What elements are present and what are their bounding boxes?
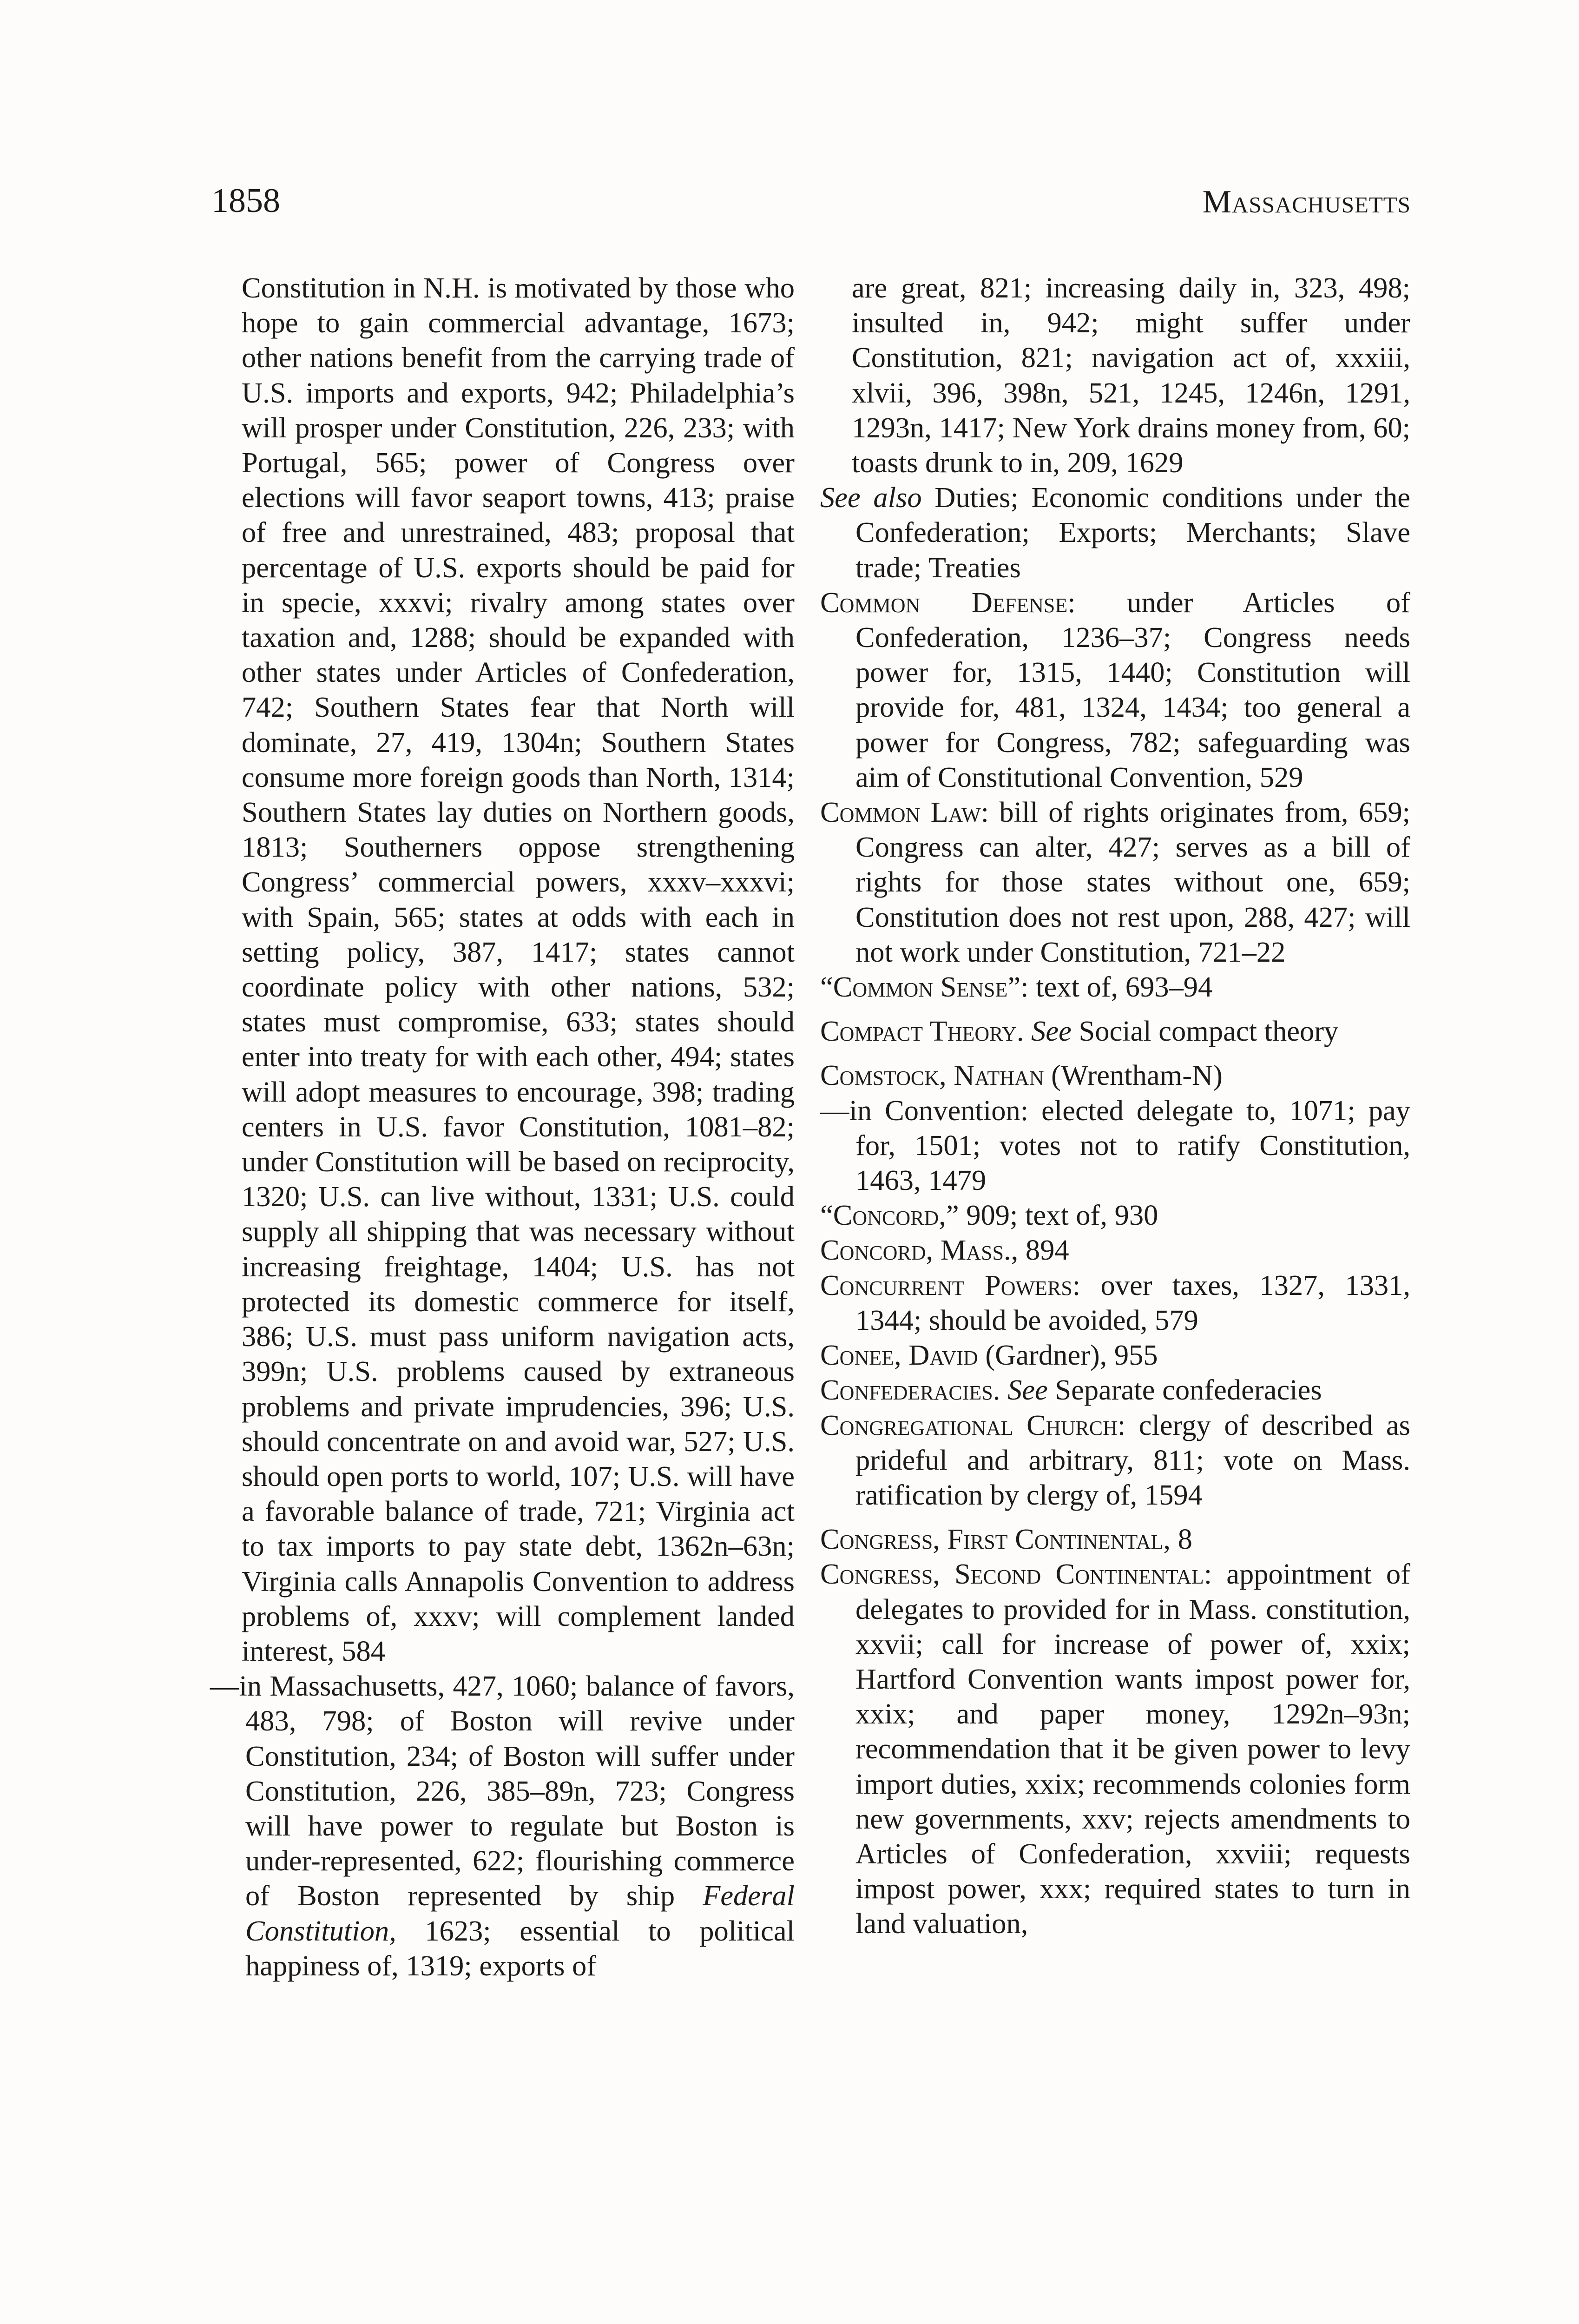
entry-heading: Congregational Church:: [820, 1408, 1126, 1441]
index-entry: [820, 970, 1410, 1004]
entry-heading: Comstock, Nathan: [820, 1059, 1044, 1092]
running-head: Massachusetts: [1202, 184, 1411, 220]
commerce-continuation: Constitution in N.H. is motivated by those who hope to gain commercial advantage, 1673; other nations benefit from the carrying trade of U.S. imports and exports, 942; Philadelphia’s will prosper under Constitution, 226, 233; with Portugal, 565; power of Congress over elections will favor seaport towns, 413; praise of free and unrestrained, 483; proposal that percentage of U.S. exports should be paid for in specie, xxxvi; rivalry among states over taxation and, 1288; should be expanded with other states under Articles of Confederation, 742; Southern States fear that North will dominate, 27, 419, 1304n; Southern States consume more foreign goods than North, 1314; Southern States lay duties on Northern goods, 1813; Southerners oppose strengthening Congress’ commercial powers, xxxv–xxxvi; with Spain, 565; states at odds with each in setting policy, 387, 1417; states cannot coordinate policy with other nations, 532; states must compromise, 633; states should enter into treaty for with each other, 494; states will adopt measures to encourage, 398; trading centers in U.S. favor Constitution, 1081–82; under Constitution will be based on reciprocity, 1320; U.S. can live without, 1331; U.S. could supply all shipping that was necessary without increasing freightage, 1404; U.S. has not protected its domestic commerce for itself, 386; U.S. must pass uniform navigation acts, 399n; U.S. problems caused by extraneous problems and private imprudencies, 396; U.S. should concentrate on and avoid war, 527; U.S. should open ports to world, 107; U.S. will have a favorable balance of trade, 721; Virginia act to tax imports to pay state debt, 1362n–63n; Virginia calls Annapolis Convention to address problems of, xxxv; will complement landed interest, 584: [242, 271, 795, 1667]
see-also-entry: [820, 480, 1410, 585]
index-entry: [820, 1408, 1410, 1513]
index-entry: [820, 585, 1410, 795]
subentry-text: —in Massachusetts, 427, 1060; balance of favors, 483, 798; of Boston will revive under Constitution, 234; of Boston will suffer under Constitution, 226, 385–89n, 723; Congress will have power to regulate but Boston is under-represented, 622; flourishing commerce of Boston represented by ship: [210, 1670, 795, 1912]
entry-text: under Articles of Confederation, 1236–37; Congress needs power for, 1315, 1440; Constitution will provide for, 481, 1324, 1434; too general a power for Congress, 782; safeguarding was aim of Constitutional Convention, 529: [855, 586, 1410, 793]
index-subentry: [820, 1093, 1410, 1198]
entry-text: 909; text of, 930: [959, 1199, 1158, 1232]
entry-text: bill of rights originates from, 659; Congress can alter, 427; serves as a bill of rights for those states without one, 659; Constitution does not rest upon, 288, 427; will not work under Constitution, 721–22: [855, 796, 1410, 968]
index-entry: [820, 1338, 1410, 1373]
see-also-label: See also: [820, 481, 922, 514]
commerce-continuation-right: are great, 821; increasing daily in, 323, 498; insulted in, 942; might suffer under Constitution, 821; navigation act of, xxxiii, xlvii, 396, 398n, 521, 1245, 1246n, 1291, 1293n, 1417; New York drains money from, 60; toasts drunk to in, 209, 1629: [852, 271, 1410, 479]
entry-text: Social compact theory: [1071, 1015, 1339, 1048]
entry-heading: Compact Theory.: [820, 1015, 1024, 1048]
entry-heading: Congress, Second Continental:: [820, 1558, 1212, 1591]
see-reference: See: [1000, 1373, 1048, 1406]
entry-text: 8: [1171, 1523, 1192, 1556]
index-entry: [820, 1268, 1410, 1338]
index-entry: [820, 1522, 1410, 1557]
see-also-text: Duties; Economic conditions under the Confederation; Exports; Merchants; Slave trade; Treaties: [855, 481, 1411, 584]
massachusetts-subentry: [210, 1669, 795, 1983]
entry-heading: Conee, David: [820, 1339, 978, 1372]
entry-text: over taxes, 1327, 1331, 1344; should be avoided, 579: [855, 1268, 1410, 1336]
entry-heading: Congress, First Continental,: [820, 1523, 1171, 1556]
index-entry: [820, 795, 1410, 970]
entry-text: appointment of delegates to provided for in Mass. constitution, xxvii; call for increase of power of, xxix; Hartford Convention wants impost power for, xxix; and paper money, 1292n–93n; recommendation that it be given power to levy import duties, xxix; recommends colonies form new governments, xxv; rejects amendments to Articles of Confederation, xxviii; requests impost power, xxx; required states to turn in land valuation,: [855, 1558, 1410, 1940]
entry-text: Separate confederacies: [1047, 1373, 1322, 1406]
entry-heading: Common Defense:: [820, 586, 1076, 619]
left-column: [210, 271, 795, 1983]
right-column: [820, 271, 1410, 1941]
index-entry: [820, 1557, 1410, 1941]
index-entry: [820, 1014, 1410, 1049]
index-entry: [820, 1373, 1410, 1407]
entry-heading: “Common Sense”:: [820, 971, 1029, 1004]
entry-text: (Wrentham-N): [1044, 1059, 1223, 1092]
index-entry: [820, 1233, 1410, 1268]
see-reference: See: [1024, 1015, 1072, 1048]
subentry-text-end: 1623; essential to political happiness of, 1319; exports of: [245, 1914, 795, 1982]
ship-name: Federal Constitution,: [245, 1879, 795, 1947]
entry-heading: Common Law:: [820, 796, 989, 829]
entry-text: text of, 693–94: [1028, 971, 1213, 1004]
entry-heading: Concord, Mass.,: [820, 1234, 1019, 1267]
entry-text: —in Convention: elected delegate to, 1071; pay for, 1501; votes not to ratify Constitution, 1463, 1479: [820, 1094, 1410, 1197]
entry-heading: Confederacies.: [820, 1373, 1000, 1406]
entry-text: 894: [1018, 1234, 1069, 1267]
index-entry: [820, 1058, 1410, 1093]
entry-heading: Concurrent Powers:: [820, 1268, 1081, 1301]
index-entry: [820, 1198, 1410, 1233]
page-number: 1858: [211, 182, 280, 220]
entry-heading: “Concord,”: [820, 1199, 959, 1232]
entry-text: clergy of described as prideful and arbitrary, 811; vote on Mass. ratification by clergy of, 1594: [855, 1408, 1410, 1511]
entry-text: (Gardner), 955: [978, 1339, 1158, 1372]
